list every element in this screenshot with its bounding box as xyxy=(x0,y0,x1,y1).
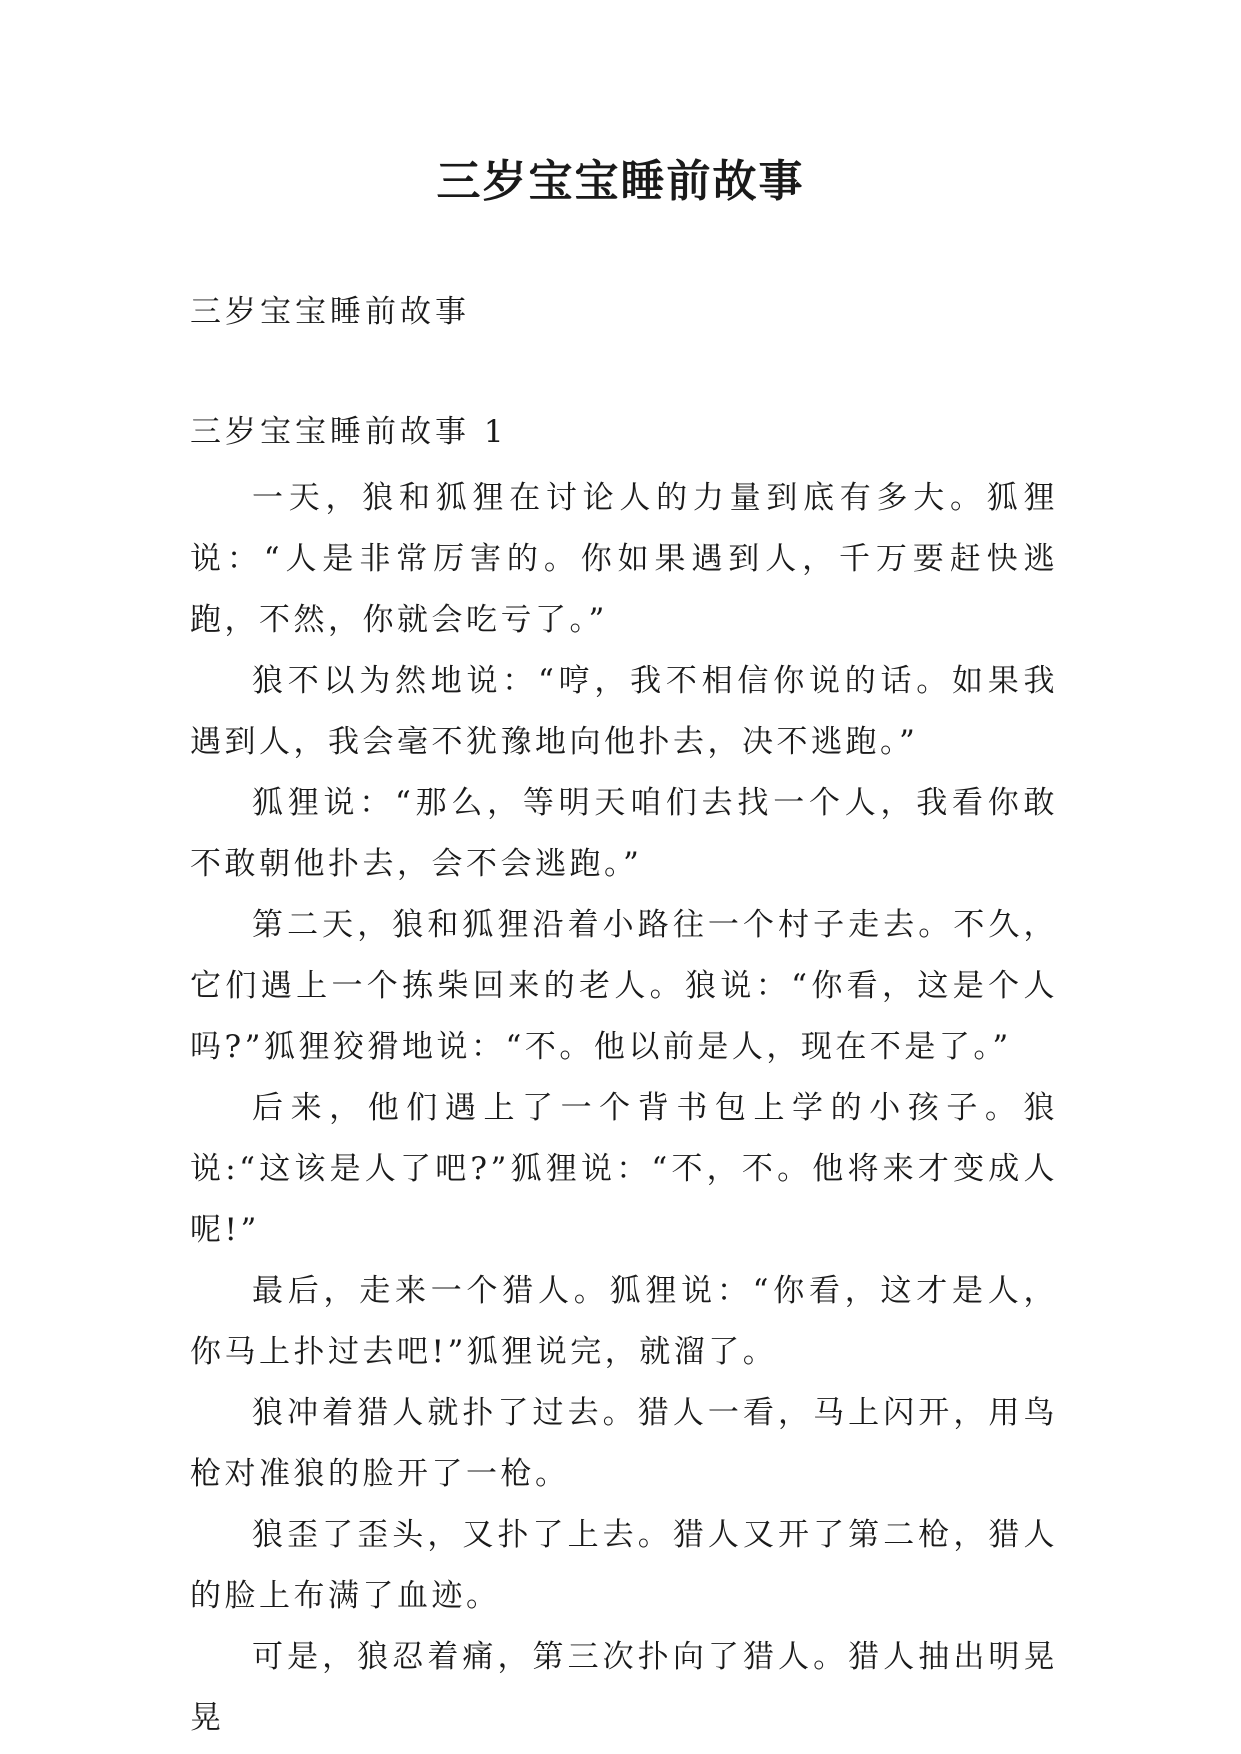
story-paragraph: 最后，走来一个猎人。狐狸说：“你看，这才是人，你马上扑过去吧!”狐狸说完，就溜了。 xyxy=(190,1273,1058,1370)
story-paragraph: 后来，他们遇上了一个背书包上学的小孩子。狼说:“这该是人了吧?”狐狸说：“不，不。他将来才变成人呢!” xyxy=(190,1090,1058,1248)
story-body xyxy=(190,468,1058,1749)
story-paragraph: 狼冲着猎人就扑了过去。猎人一看，马上闪开，用鸟枪对准狼的脸开了一枪。 xyxy=(190,1395,1058,1492)
section-heading: 三岁宝宝睡前故事 1 xyxy=(190,414,508,450)
story-paragraph: 狐狸说：“那么，等明天咱们去找一个人，我看你敢不敢朝他扑去，会不会逃跑。” xyxy=(190,785,1058,882)
story-paragraph: 一天，狼和狐狸在讨论人的力量到底有多大。狐狸说：“人是非常厉害的。你如果遇到人，千万要赶快逃跑，不然，你就会吃亏了。” xyxy=(190,480,1058,638)
story-paragraph: 第二天，狼和狐狸沿着小路往一个村子走去。不久，它们遇上一个拣柴回来的老人。狼说：“你看，这是个人吗?”狐狸狡猾地说：“不。他以前是人，现在不是了。” xyxy=(190,907,1058,1065)
document-title: 三岁宝宝睡前故事 xyxy=(436,156,805,207)
story-paragraph: 狼不以为然地说：“哼，我不相信你说的话。如果我遇到人，我会毫不犹豫地向他扑去，决不逃跑。” xyxy=(190,663,1058,760)
story-paragraph: 可是，狼忍着痛，第三次扑向了猎人。猎人抽出明晃晃 xyxy=(190,1639,1058,1736)
story-paragraph: 狼歪了歪头，又扑了上去。猎人又开了第二枪，猎人的脸上布满了血迹。 xyxy=(190,1517,1058,1614)
document-subtitle: 三岁宝宝睡前故事 xyxy=(190,294,470,330)
